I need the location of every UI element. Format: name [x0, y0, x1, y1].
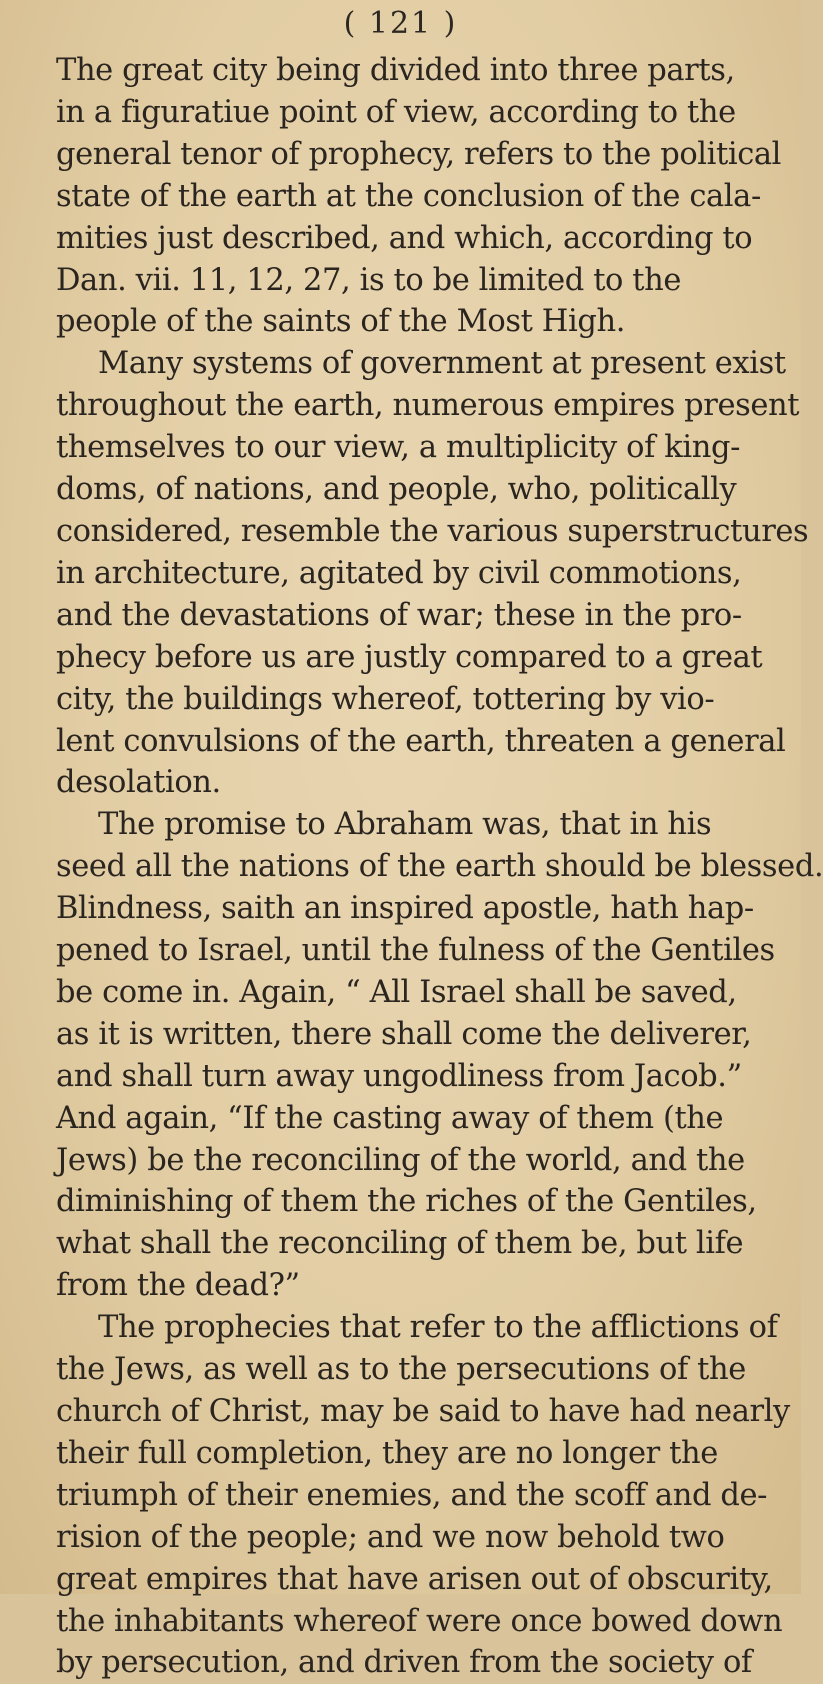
paragraph-first-line: The prophecies that refer to the afflictions of	[98, 1310, 778, 1346]
text-line: general tenor of prophecy, refers to the political	[56, 136, 782, 172]
text-line: city, the buildings whereof, tottering by vio-	[56, 681, 715, 717]
text-line: Dan. vii. 11, 12, 27, is to be limited to the	[56, 262, 682, 298]
text-line: rision of the people; and we now behold two	[56, 1519, 725, 1555]
text-line: by persecution, and driven from the society of	[56, 1645, 752, 1681]
text-line: people of the saints of the Most High.	[56, 304, 625, 340]
text-line: desolation.	[56, 765, 221, 801]
text-line: And again, “If the casting away of them (the	[56, 1100, 724, 1136]
text-line: great empires that have arisen out of obscurity,	[56, 1561, 773, 1597]
body-text	[56, 50, 823, 1684]
paragraph-first-line: The promise to Abraham was, that in his	[98, 807, 712, 843]
text-line: Jews) be the reconciling of the world, and the	[56, 1142, 745, 1178]
text-line: diminishing of them the riches of the Gentiles,	[56, 1184, 757, 1220]
page-number: ( 121 )	[343, 6, 458, 41]
text-line: seed all the nations of the earth should be blessed.	[56, 849, 823, 885]
text-line: pened to Israel, until the fulness of the Gentiles	[56, 933, 775, 969]
text-line: The great city being divided into three parts,	[56, 53, 735, 88]
text-line: the inhabitants whereof were once bowed down	[56, 1603, 783, 1639]
text-line: triumph of their enemies, and the scoff and de-	[56, 1477, 768, 1513]
text-line: be come in. Again, “ All Israel shall be saved,	[56, 974, 737, 1010]
text-line: considered, resemble the various superstructures	[56, 513, 809, 549]
text-line: what shall the reconciling of them be, but life	[56, 1226, 744, 1262]
text-line: in architecture, agitated by civil commotions,	[56, 555, 742, 591]
paragraph-first-line: Many systems of government at present exist	[98, 346, 786, 382]
text-line: mities just described, and which, according to	[56, 220, 753, 256]
text-line: phecy before us are justly compared to a great	[56, 639, 763, 675]
text-line: the Jews, as well as to the persecutions of the	[56, 1352, 746, 1388]
text-line: Blindness, saith an inspired apostle, hath hap-	[56, 891, 754, 927]
text-line: their full completion, they are no longer the	[56, 1435, 718, 1471]
text-line: in a figuratiue point of view, according to the	[56, 94, 736, 130]
text-line: as it is written, there shall come the deliverer,	[56, 1016, 752, 1052]
text-line: doms, of nations, and people, who, politically	[56, 472, 737, 508]
text-line: from the dead?”	[56, 1268, 300, 1304]
text-line: state of the earth at the conclusion of the cala-	[56, 178, 761, 214]
text-line: lent convulsions of the earth, threaten a general	[56, 723, 786, 759]
text-line: church of Christ, may be said to have had nearly	[56, 1394, 790, 1429]
text-line: themselves to our view, a multiplicity of king-	[56, 430, 740, 466]
text-line: and shall turn away ungodliness from Jacob.”	[56, 1058, 742, 1094]
text-line: and the devastations of war; these in the pro-	[56, 597, 742, 633]
text-line: throughout the earth, numerous empires present	[56, 388, 800, 424]
